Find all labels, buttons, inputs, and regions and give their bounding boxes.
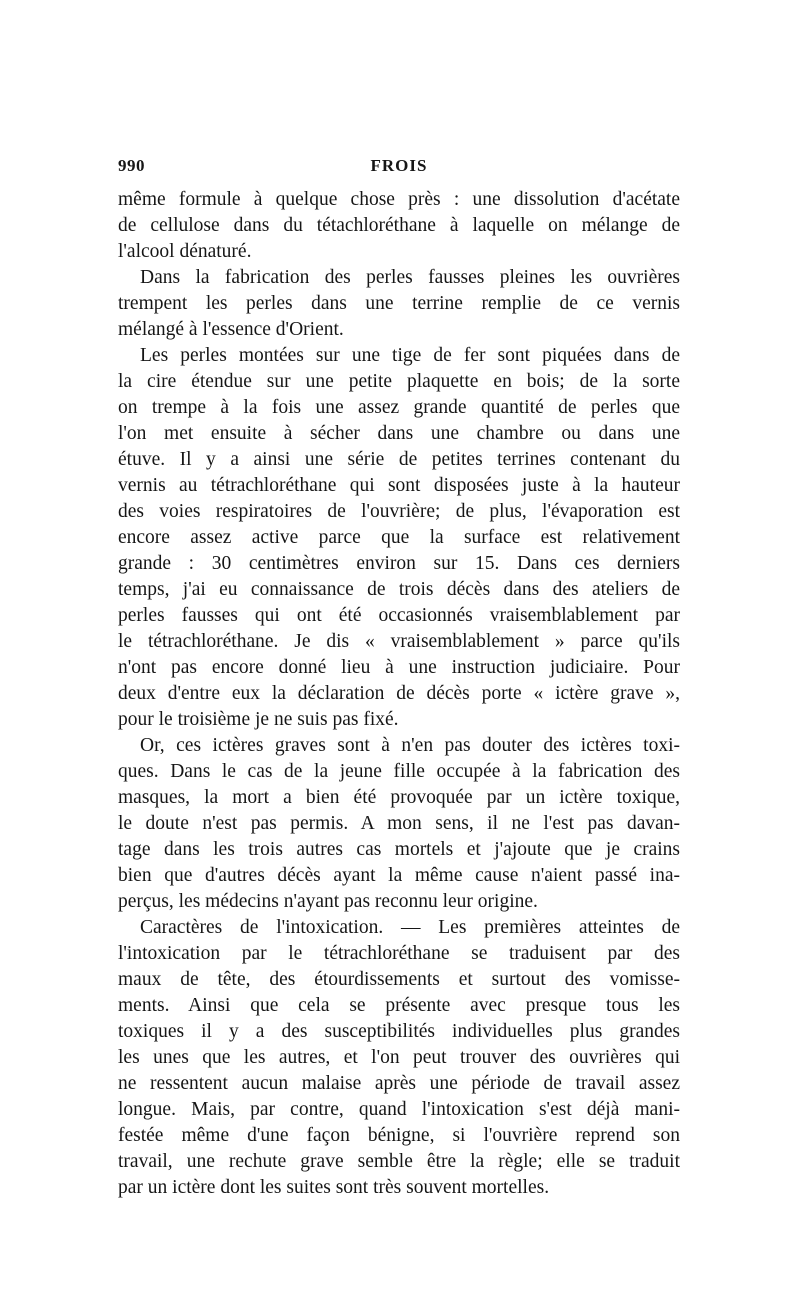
text-line: Dans la fabrication des perles fausses pleines les ouvrières xyxy=(140,267,680,288)
text-line: tage dans les trois autres cas mortels et j'ajoute que je crains xyxy=(118,839,680,860)
text-line: pour le troisième je ne suis pas fixé. xyxy=(118,709,399,730)
text-line: Les perles montées sur une tige de fer sont piquées dans de xyxy=(140,345,680,366)
text-line: la cire étendue sur une petite plaquette en bois; de la sorte xyxy=(118,371,680,392)
text-line: ques. Dans le cas de la jeune fille occupée à la fabrication des xyxy=(118,761,680,782)
text-line: les unes que les autres, et l'on peut trouver des ouvrières qui xyxy=(118,1047,680,1068)
text-line: l'alcool dénaturé. xyxy=(118,241,252,262)
text-line: le doute n'est pas permis. A mon sens, il ne l'est pas davan- xyxy=(118,813,680,834)
text-line: deux d'entre eux la déclaration de décès porte « ictère grave », xyxy=(118,683,680,704)
text-line: on trempe à la fois une assez grande quantité de perles que xyxy=(118,397,680,418)
text-line: masques, la mort a bien été provoquée par un ictère toxique, xyxy=(118,787,680,808)
text-line: Caractères de l'intoxication. — Les premières atteintes de xyxy=(140,917,680,938)
text-line: ne ressentent aucun malaise après une période de travail assez xyxy=(118,1073,680,1094)
text-line: grande : 30 centimètres environ sur 15. Dans ces derniers xyxy=(118,553,680,574)
text-line: n'ont pas encore donné lieu à une instruction judiciaire. Pour xyxy=(118,657,680,678)
text-line: de cellulose dans du tétachloréthane à laquelle on mélange de xyxy=(118,215,680,236)
text-line: toxiques il y a des susceptibilités individuelles plus grandes xyxy=(118,1021,680,1042)
text-line: perçus, les médecins n'ayant pas reconnu leur origine. xyxy=(118,891,538,912)
text-line: vernis au tétrachloréthane qui sont disposées juste à la hauteur xyxy=(118,475,680,496)
text-line: travail, une rechute grave semble être la règle; elle se traduit xyxy=(118,1151,680,1172)
text-line: bien que d'autres décès ayant la même cause n'aient passé ina- xyxy=(118,865,680,886)
text-line: le tétrachloréthane. Je dis « vraisemblablement » parce qu'ils xyxy=(118,631,680,652)
text-line: festée même d'une façon bénigne, si l'ouvrière reprend son xyxy=(118,1125,680,1146)
text-line: ments. Ainsi que cela se présente avec presque tous les xyxy=(118,995,680,1016)
text-line: mélangé à l'essence d'Orient. xyxy=(118,319,344,340)
text-line: des voies respiratoires de l'ouvrière; de plus, l'évaporation est xyxy=(118,501,680,522)
page-number: 990 xyxy=(118,156,145,175)
text-line: par un ictère dont les suites sont très souvent mortelles. xyxy=(118,1177,550,1198)
text-line: temps, j'ai eu connaissance de trois décès dans des ateliers de xyxy=(118,579,680,600)
text-line: trempent les perles dans une terrine remplie de ce vernis xyxy=(118,293,680,314)
text-line: maux de tête, des étourdissements et surtout des vomisse- xyxy=(118,969,680,990)
text-line: étuve. Il y a ainsi une série de petites terrines contenant du xyxy=(118,449,680,470)
text-line: même formule à quelque chose près : une dissolution d'acétate xyxy=(118,189,680,210)
text-line: encore assez active parce que la surface est relativement xyxy=(118,527,680,548)
page-header xyxy=(118,156,680,184)
running-title: FROIS xyxy=(370,156,428,175)
text-line: longue. Mais, par contre, quand l'intoxication s'est déjà mani- xyxy=(118,1099,680,1120)
body-text xyxy=(118,187,680,1201)
text-line: l'on met ensuite à sécher dans une chambre ou dans une xyxy=(118,423,680,444)
text-line: l'intoxication par le tétrachloréthane se traduisent par des xyxy=(118,943,680,964)
text-line: perles fausses qui ont été occasionnés vraisemblablement par xyxy=(118,605,680,626)
text-line: Or, ces ictères graves sont à n'en pas douter des ictères toxi- xyxy=(140,735,680,756)
